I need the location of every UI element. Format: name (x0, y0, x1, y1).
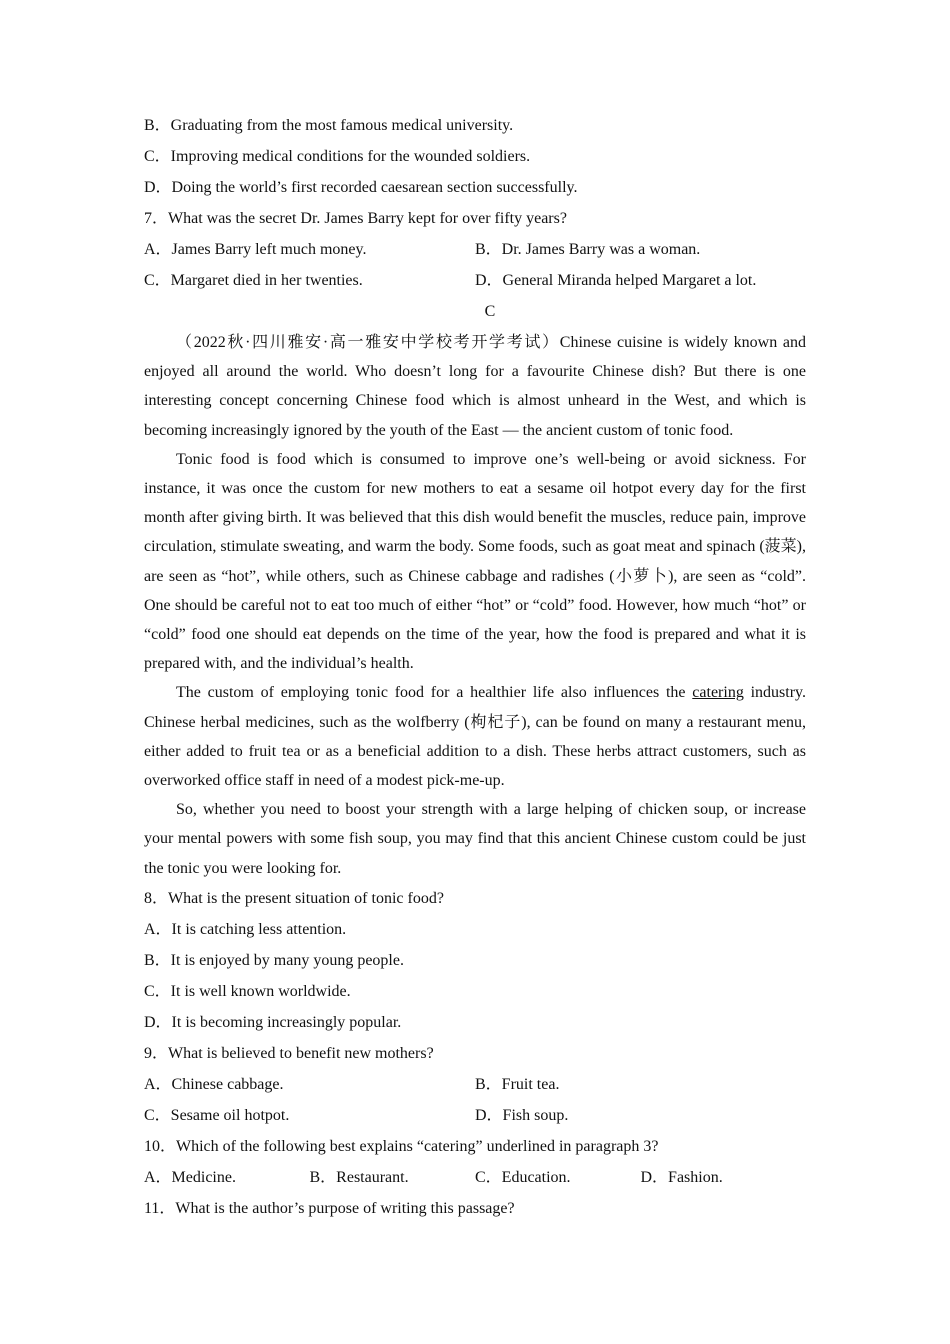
document-page (144, 110, 806, 1224)
q7-option-a: A．James Barry left much money. (144, 241, 367, 258)
q8-option-d: D．It is becoming increasingly popular. (144, 1013, 402, 1031)
q8-option-a: A．It is catching less attention. (144, 920, 347, 938)
q9-option-d: D．Fish soup. (475, 1106, 569, 1124)
q10-option-b: B．Restaurant. (309, 1168, 409, 1186)
q6-option-d: D．Doing the world’s first recorded caesarean section successfully. (144, 179, 578, 196)
q10-options-row (144, 1162, 806, 1193)
q11-question: 11．What is the author’s purpose of writing this passage? (144, 1199, 515, 1217)
underlined-word-catering: catering (692, 684, 744, 702)
q6-option-b: B．Graduating from the most famous medical university. (144, 117, 514, 134)
q9-option-b: B．Fruit tea. (475, 1075, 560, 1093)
passage-paragraph-4: So, whether you need to boost your strength with a large helping of chicken soup, or increase your mental powers with some fish soup, you may find that this ancient Chinese custom could be just the tonic you were looking for. (144, 801, 806, 877)
q10-question: 10．Which of the following best explains “catering” underlined in paragraph 3? (144, 1137, 659, 1155)
q9-option-a: A．Chinese cabbage. (144, 1075, 284, 1093)
q10-option-a: A．Medicine. (144, 1168, 236, 1186)
q8-question: 8．What is the present situation of tonic food? (144, 889, 444, 907)
q10-option-d: D．Fashion. (640, 1168, 723, 1186)
q8-option-c: C．It is well known worldwide. (144, 982, 351, 1000)
q9-question: 9．What is believed to benefit new mothers? (144, 1044, 434, 1062)
paragraph-3-text-end: industry. Chinese herbal medicines, such as the wolfberry (枸杞子), can be found on many a restaurant menu, either added to fruit tea or as a beneficial addition to a dish. These herbs attract customers, such as overworked office staff in need of a modest pick-me-up. (144, 684, 807, 790)
q7-question: 7．What was the secret Dr. James Barry kept for over fifty years? (144, 210, 567, 227)
q8-option-b: B．It is enjoyed by many young people. (144, 951, 404, 969)
q10-option-c: C．Education. (475, 1168, 571, 1186)
q7-option-c: C．Margaret died in her twenties. (144, 272, 363, 289)
q7-options-row-2 (144, 265, 806, 296)
q9-option-c: C．Sesame oil hotpot. (144, 1106, 290, 1124)
q9-options-row-1 (144, 1069, 806, 1100)
q7-options-row-1 (144, 234, 806, 265)
q7-option-d: D．General Miranda helped Margaret a lot. (475, 272, 757, 289)
q9-options-row-2 (144, 1100, 806, 1131)
paragraph-3-text-start: The custom of employing tonic food for a healthier life also influences the (176, 684, 693, 702)
q6-option-c: C．Improving medical conditions for the wounded soldiers. (144, 148, 531, 165)
passage-paragraph-1: （2022秋·四川雅安·高一雅安中学校考开学考试）Chinese cuisine is widely known and enjoyed all around the world. Who doesn’t long for a favourite Chinese dish? But there is one interesting concept concerning Chinese food which is almost unheard in the West, and which is becoming increasingly ignored by the youth of the East — the ancient custom of tonic food. (144, 334, 806, 439)
passage-paragraph-2: Tonic food is food which is consumed to improve one’s well-being or avoid sickness. For instance, it was once the custom for new mothers to eat a sesame oil hotpot every day for the first month after giving birth. It was believed that this dish would benefit the muscles, reduce pain, improve circulation, stimulate sweating, and warm the body. Some foods, such as goat meat and spinach (菠菜), are seen as “hot”, while others, such as Chinese cabbage and radishes (小萝卜), are seen as “cold”. One should be careful not to eat too much of either “hot” or “cold” food. However, how much “hot” or “cold” food one should eat depends on the time of the year, how the food is prepared and what it is prepared with, and the individual’s health. (144, 450, 806, 673)
section-label: C (484, 303, 496, 320)
q7-option-b: B．Dr. James Barry was a woman. (475, 241, 701, 258)
passage-paragraph-3 (144, 678, 806, 795)
